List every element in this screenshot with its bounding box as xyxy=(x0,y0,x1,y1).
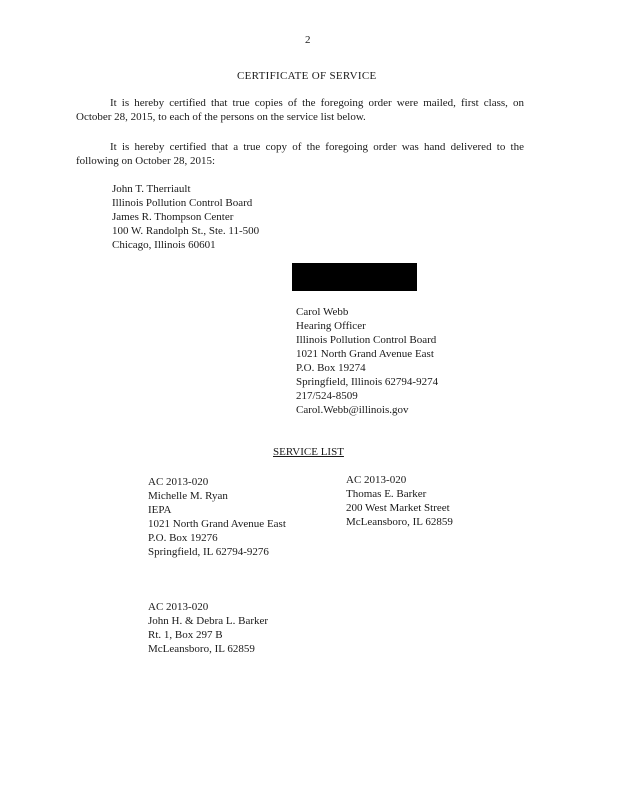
signer-phone: 217/524-8509 xyxy=(296,390,358,402)
paragraph-hand-delivered xyxy=(76,140,524,168)
paragraph-mailed-text: It is hereby certified that true copies of the foregoing order were mailed, first class, on October 28, 2015, to each of the persons on the service list below. xyxy=(76,97,524,123)
signer-name: Carol Webb xyxy=(296,306,349,318)
service-entry-line: IEPA xyxy=(148,504,172,516)
redacted-signature xyxy=(292,263,417,291)
service-entry-line: AC 2013-020 xyxy=(346,474,407,486)
signer-title: Hearing Officer xyxy=(296,320,366,332)
service-entry-line: John H. & Debra L. Barker xyxy=(148,615,269,627)
certificate-title: CERTIFICATE OF SERVICE xyxy=(237,70,377,82)
signature-block xyxy=(296,305,438,417)
service-entry-line: Springfield, IL 62794-9276 xyxy=(148,546,269,558)
signer-po-box: P.O. Box 19274 xyxy=(296,362,366,374)
service-entry-line: P.O. Box 19276 xyxy=(148,532,218,544)
address-line: James R. Thompson Center xyxy=(112,211,234,223)
service-entry-line: Rt. 1, Box 297 B xyxy=(148,629,223,641)
signer-street: 1021 North Grand Avenue East xyxy=(296,348,434,360)
service-entry-line: 200 West Market Street xyxy=(346,502,450,514)
service-entry-line: McLeansboro, IL 62859 xyxy=(346,516,453,528)
service-entry xyxy=(346,473,453,529)
paragraph-mailed xyxy=(76,96,524,124)
address-line: 100 W. Randolph St., Ste. 11-500 xyxy=(112,225,260,237)
service-entry xyxy=(148,600,268,656)
paragraph-hand-delivered-text: It is hereby certified that a true copy of the foregoing order was hand delivered to the following on October 28, 2015: xyxy=(76,141,524,167)
service-entry xyxy=(148,475,286,559)
service-entry-line: AC 2013-020 xyxy=(148,476,209,488)
service-list-title: SERVICE LIST xyxy=(273,446,344,458)
service-entry-line: Michelle M. Ryan xyxy=(148,490,228,502)
address-line: Chicago, Illinois 60601 xyxy=(112,239,216,251)
service-entry-line: McLeansboro, IL 62859 xyxy=(148,643,255,655)
recipient-address xyxy=(112,182,259,252)
signer-email: Carol.Webb@illinois.gov xyxy=(296,404,409,416)
service-entry-line: AC 2013-020 xyxy=(148,601,209,613)
page-number: 2 xyxy=(305,34,311,46)
service-entry-line: Thomas E. Barker xyxy=(346,488,427,500)
service-entry-line: 1021 North Grand Avenue East xyxy=(148,518,286,530)
address-line: John T. Therriault xyxy=(112,183,191,195)
signer-city: Springfield, Illinois 62794-9274 xyxy=(296,376,439,388)
signer-org: Illinois Pollution Control Board xyxy=(296,334,437,346)
address-line: Illinois Pollution Control Board xyxy=(112,197,253,209)
